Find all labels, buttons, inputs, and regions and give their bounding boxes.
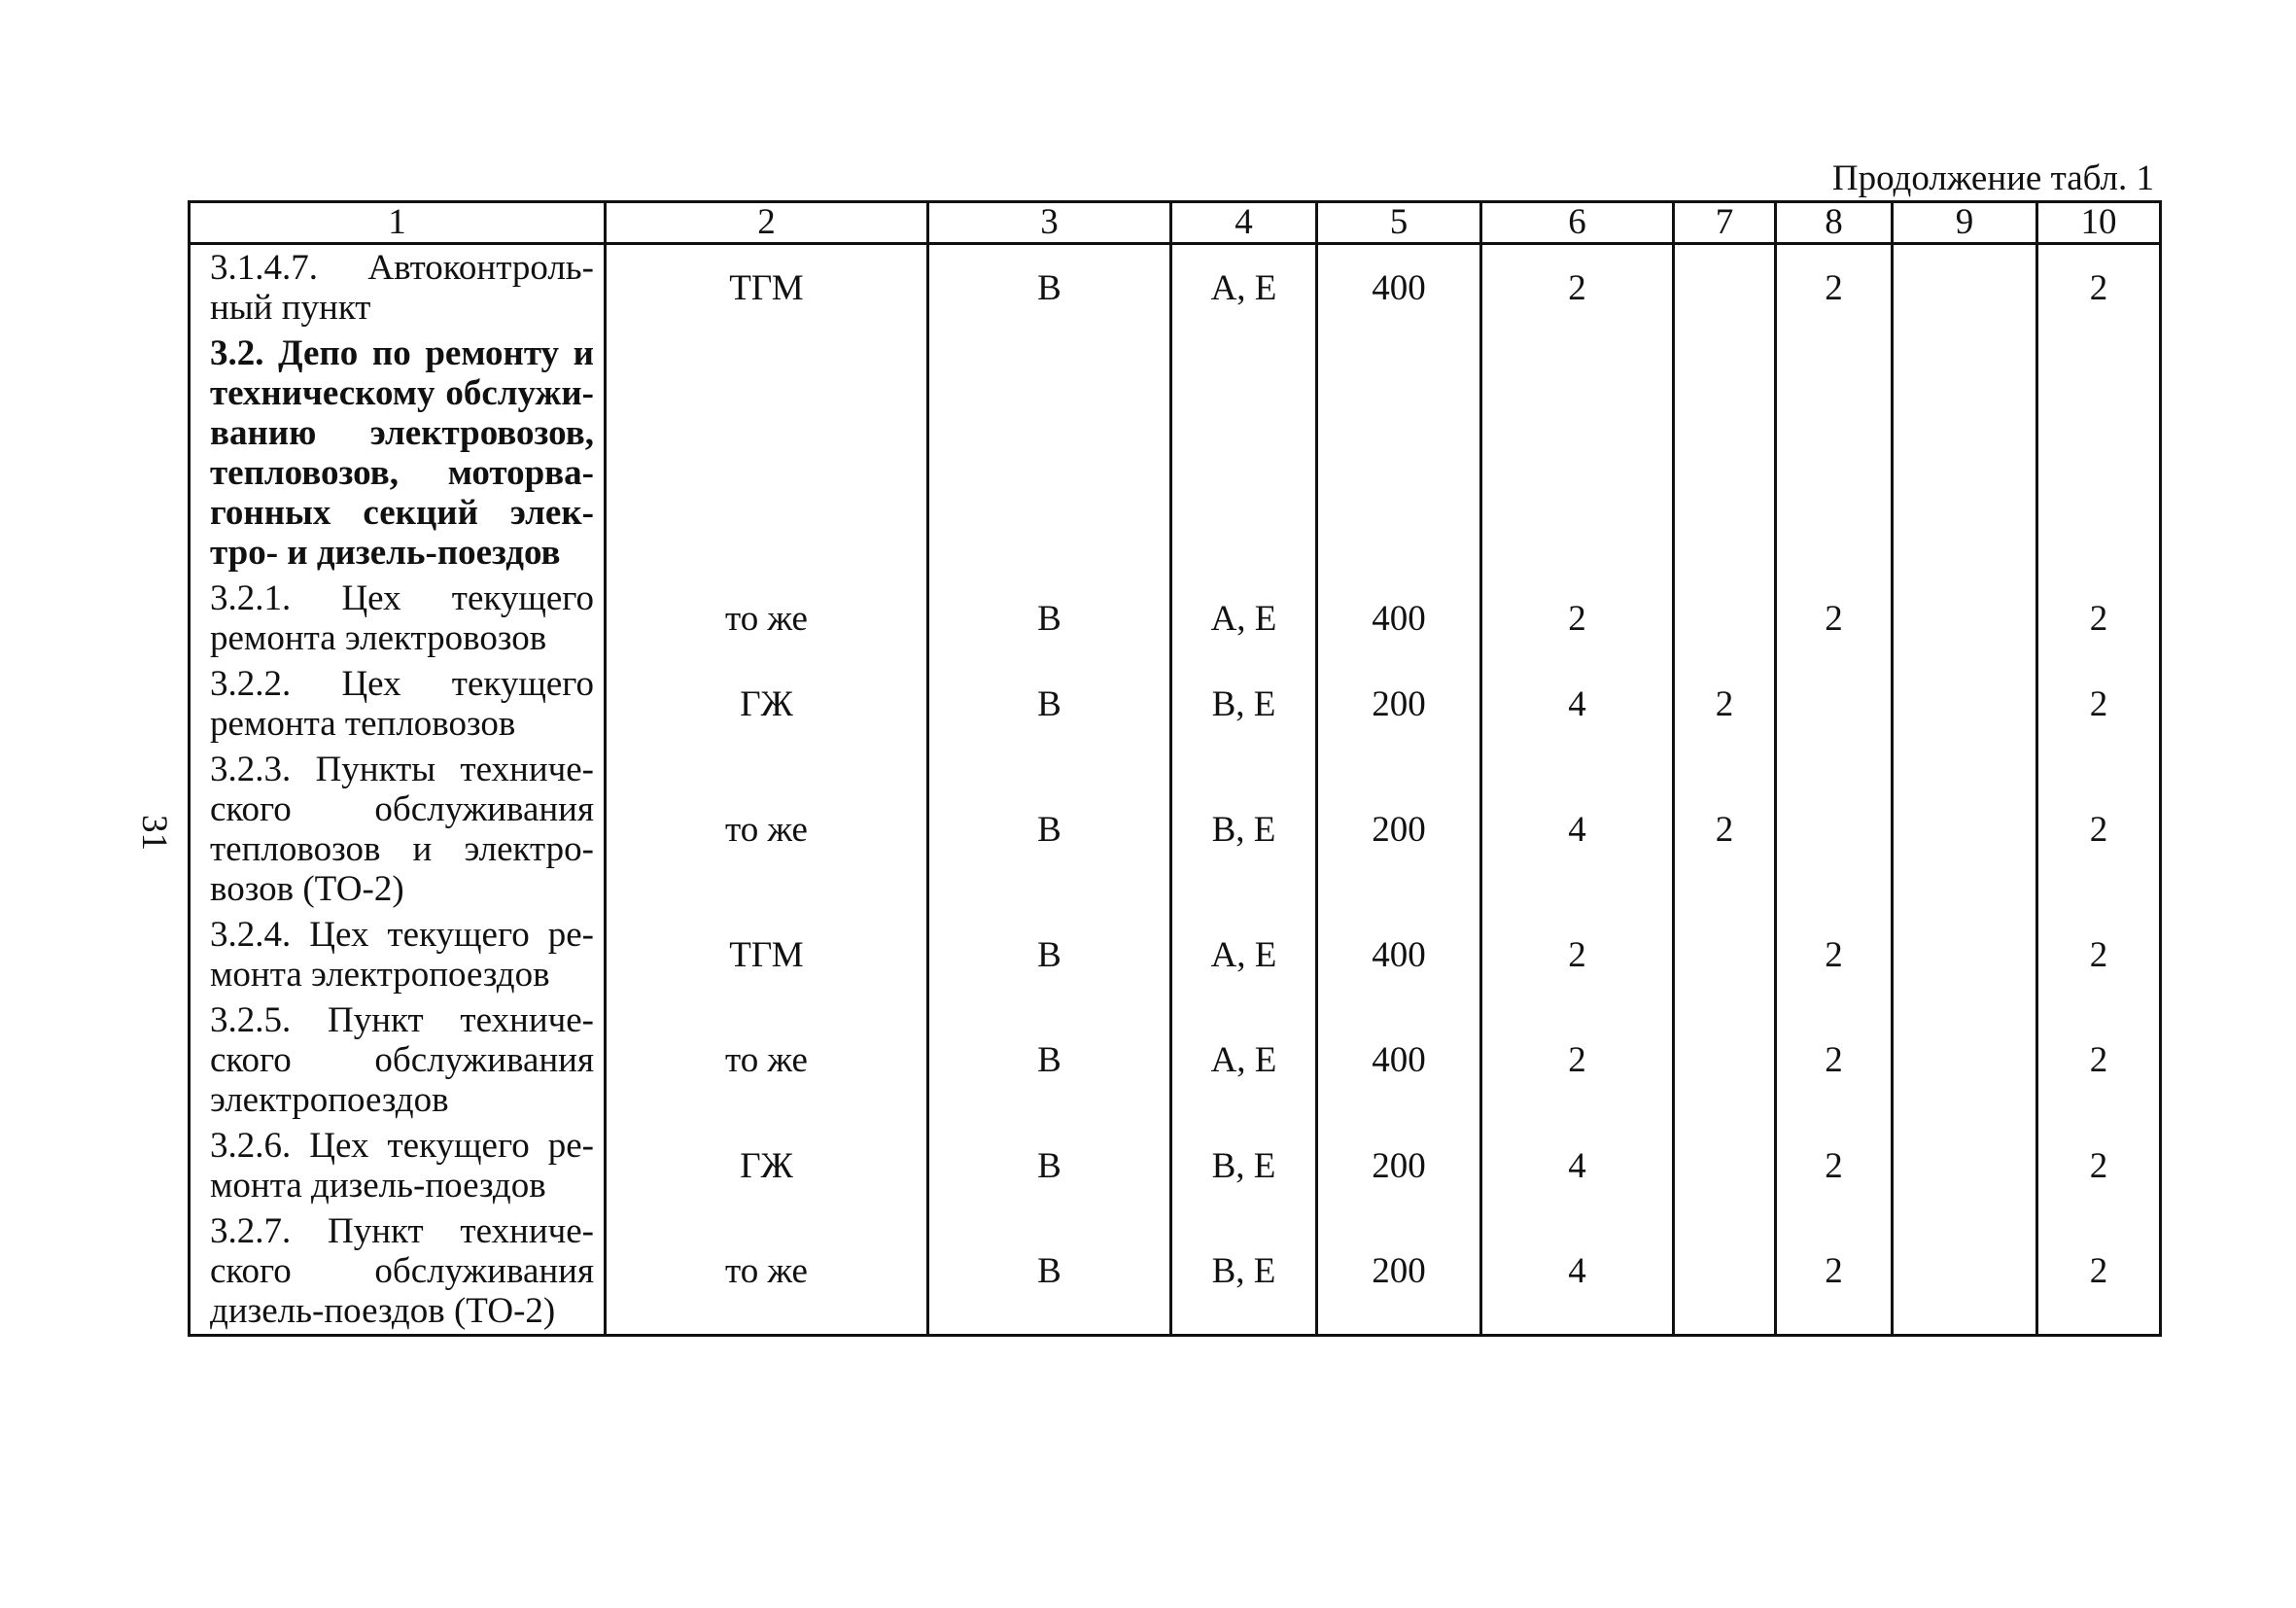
table-cell: 400: [1317, 997, 1481, 1123]
table-row: [190, 1123, 2161, 1208]
table-cell: В: [928, 747, 1171, 912]
table-cell: 2: [1776, 1208, 1893, 1336]
continuation-label: Продолжение табл. 1: [1831, 158, 2154, 198]
table-cell: 400: [1317, 244, 1481, 332]
table-cell: 400: [1317, 912, 1481, 997]
table-cell: то же: [606, 1208, 928, 1336]
table-cell: [1674, 331, 1776, 576]
table-cell: 2: [1481, 244, 1674, 332]
table-cell: 2: [2037, 1208, 2161, 1336]
table-cell: 2: [2037, 912, 2161, 997]
table-row: [190, 747, 2161, 912]
table-cell: А, Е: [1171, 912, 1317, 997]
table-cell: 4: [1481, 661, 1674, 747]
header-cell: 5: [1317, 202, 1481, 244]
table-cell: [928, 331, 1171, 576]
table-cell: [1674, 997, 1776, 1123]
table-cell: В, Е: [1171, 1123, 1317, 1208]
table-cell: [1893, 1208, 2037, 1336]
row-description: 3.2.7. Пункт технического обслуживания дизель-поездов (ТО-2): [190, 1208, 606, 1336]
table-row: [190, 244, 2161, 332]
table-cell: то же: [606, 747, 928, 912]
table-cell: 400: [1317, 576, 1481, 661]
table-cell: [1893, 576, 2037, 661]
row-description: 3.2.1. Цех текущего ремонта электровозов: [190, 576, 606, 661]
table-cell: [1893, 747, 2037, 912]
table-cell: [1893, 1123, 2037, 1208]
table-cell: 200: [1317, 661, 1481, 747]
table-cell: А, Е: [1171, 997, 1317, 1123]
table-cell: В: [928, 912, 1171, 997]
table-cell: 2: [1481, 576, 1674, 661]
header-cell: 2: [606, 202, 928, 244]
table-row: [190, 997, 2161, 1123]
table-cell: [1893, 997, 2037, 1123]
table-cell: В, Е: [1171, 661, 1317, 747]
header-cell: 6: [1481, 202, 1674, 244]
table-cell: ГЖ: [606, 661, 928, 747]
table-cell: 4: [1481, 1123, 1674, 1208]
header-row: [190, 202, 2161, 244]
table-cell: 2: [2037, 244, 2161, 332]
table-row: [190, 912, 2161, 997]
table-cell: [1776, 331, 1893, 576]
table-cell: [1171, 331, 1317, 576]
table-cell: 2: [1776, 1123, 1893, 1208]
table-cell: 2: [1481, 912, 1674, 997]
table-cell: то же: [606, 576, 928, 661]
table-cell: [1674, 244, 1776, 332]
table-row: [190, 1208, 2161, 1336]
table-cell: [1893, 331, 2037, 576]
header-cell: 1: [190, 202, 606, 244]
row-description: 3.2.5. Пункт технического обслуживания электропоездов: [190, 997, 606, 1123]
table-cell: В, Е: [1171, 1208, 1317, 1336]
table-cell: [1893, 661, 2037, 747]
table-cell: 200: [1317, 747, 1481, 912]
table-cell: В: [928, 1208, 1171, 1336]
data-table: [188, 200, 2162, 1337]
table-cell: 2: [1481, 997, 1674, 1123]
table-cell: 200: [1317, 1123, 1481, 1208]
table-cell: [1674, 576, 1776, 661]
table-cell: 2: [1776, 997, 1893, 1123]
table-cell: [1481, 331, 1674, 576]
table-cell: 2: [2037, 661, 2161, 747]
table-cell: В: [928, 997, 1171, 1123]
table-cell: 2: [1776, 576, 1893, 661]
row-description: 3.2.4. Цех текущего ремонта электропоездов: [190, 912, 606, 997]
table-cell: [606, 331, 928, 576]
table-cell: 200: [1317, 1208, 1481, 1336]
table-cell: ГЖ: [606, 1123, 928, 1208]
table-cell: В, Е: [1171, 747, 1317, 912]
table-cell: [2037, 331, 2161, 576]
header-cell: 10: [2037, 202, 2161, 244]
page-number: 31: [134, 815, 174, 851]
table-cell: ТГМ: [606, 244, 928, 332]
table-row: [190, 661, 2161, 747]
table-cell: В: [928, 244, 1171, 332]
header-cell: 3: [928, 202, 1171, 244]
row-description: 3.2.6. Цех текущего ремонта дизель-поездов: [190, 1123, 606, 1208]
table-cell: В: [928, 576, 1171, 661]
table-cell: ТГМ: [606, 912, 928, 997]
table-cell: 2: [2037, 747, 2161, 912]
table-cell: [1674, 912, 1776, 997]
row-description: 3.2.2. Цех текущего ремонта тепловозов: [190, 661, 606, 747]
table-cell: 2: [1776, 244, 1893, 332]
row-description: 3.1.4.7. Автоконтрольный пункт: [190, 244, 606, 332]
table-cell: А, Е: [1171, 244, 1317, 332]
table-cell: [1776, 661, 1893, 747]
table-row-section: [190, 331, 2161, 576]
table-cell: В: [928, 661, 1171, 747]
table-cell: [1674, 1123, 1776, 1208]
table-cell: [1317, 331, 1481, 576]
section-heading: 3.2. Депо по ремонту и техническому обслуживанию электровозов, тепловозов, моторвагонных секций электро- и дизель-поездов: [190, 331, 606, 576]
header-cell: 9: [1893, 202, 2037, 244]
table-cell: [1674, 1208, 1776, 1336]
table-cell: 2: [1776, 912, 1893, 997]
table-cell: 2: [2037, 1123, 2161, 1208]
table-cell: 2: [2037, 576, 2161, 661]
header-cell: 8: [1776, 202, 1893, 244]
table-cell: В: [928, 1123, 1171, 1208]
table-cell: 2: [2037, 997, 2161, 1123]
table-row: [190, 576, 2161, 661]
table-cell: 4: [1481, 747, 1674, 912]
table-cell: то же: [606, 997, 928, 1123]
table-cell: 2: [1674, 661, 1776, 747]
table-cell: 4: [1481, 1208, 1674, 1336]
table-cell: [1893, 912, 2037, 997]
table-cell: 2: [1674, 747, 1776, 912]
header-cell: 4: [1171, 202, 1317, 244]
row-description: 3.2.3. Пункты технического обслуживания тепловозов и электровозов (ТО-2): [190, 747, 606, 912]
table-cell: [1776, 747, 1893, 912]
table-cell: А, Е: [1171, 576, 1317, 661]
table-cell: [1893, 244, 2037, 332]
header-cell: 7: [1674, 202, 1776, 244]
